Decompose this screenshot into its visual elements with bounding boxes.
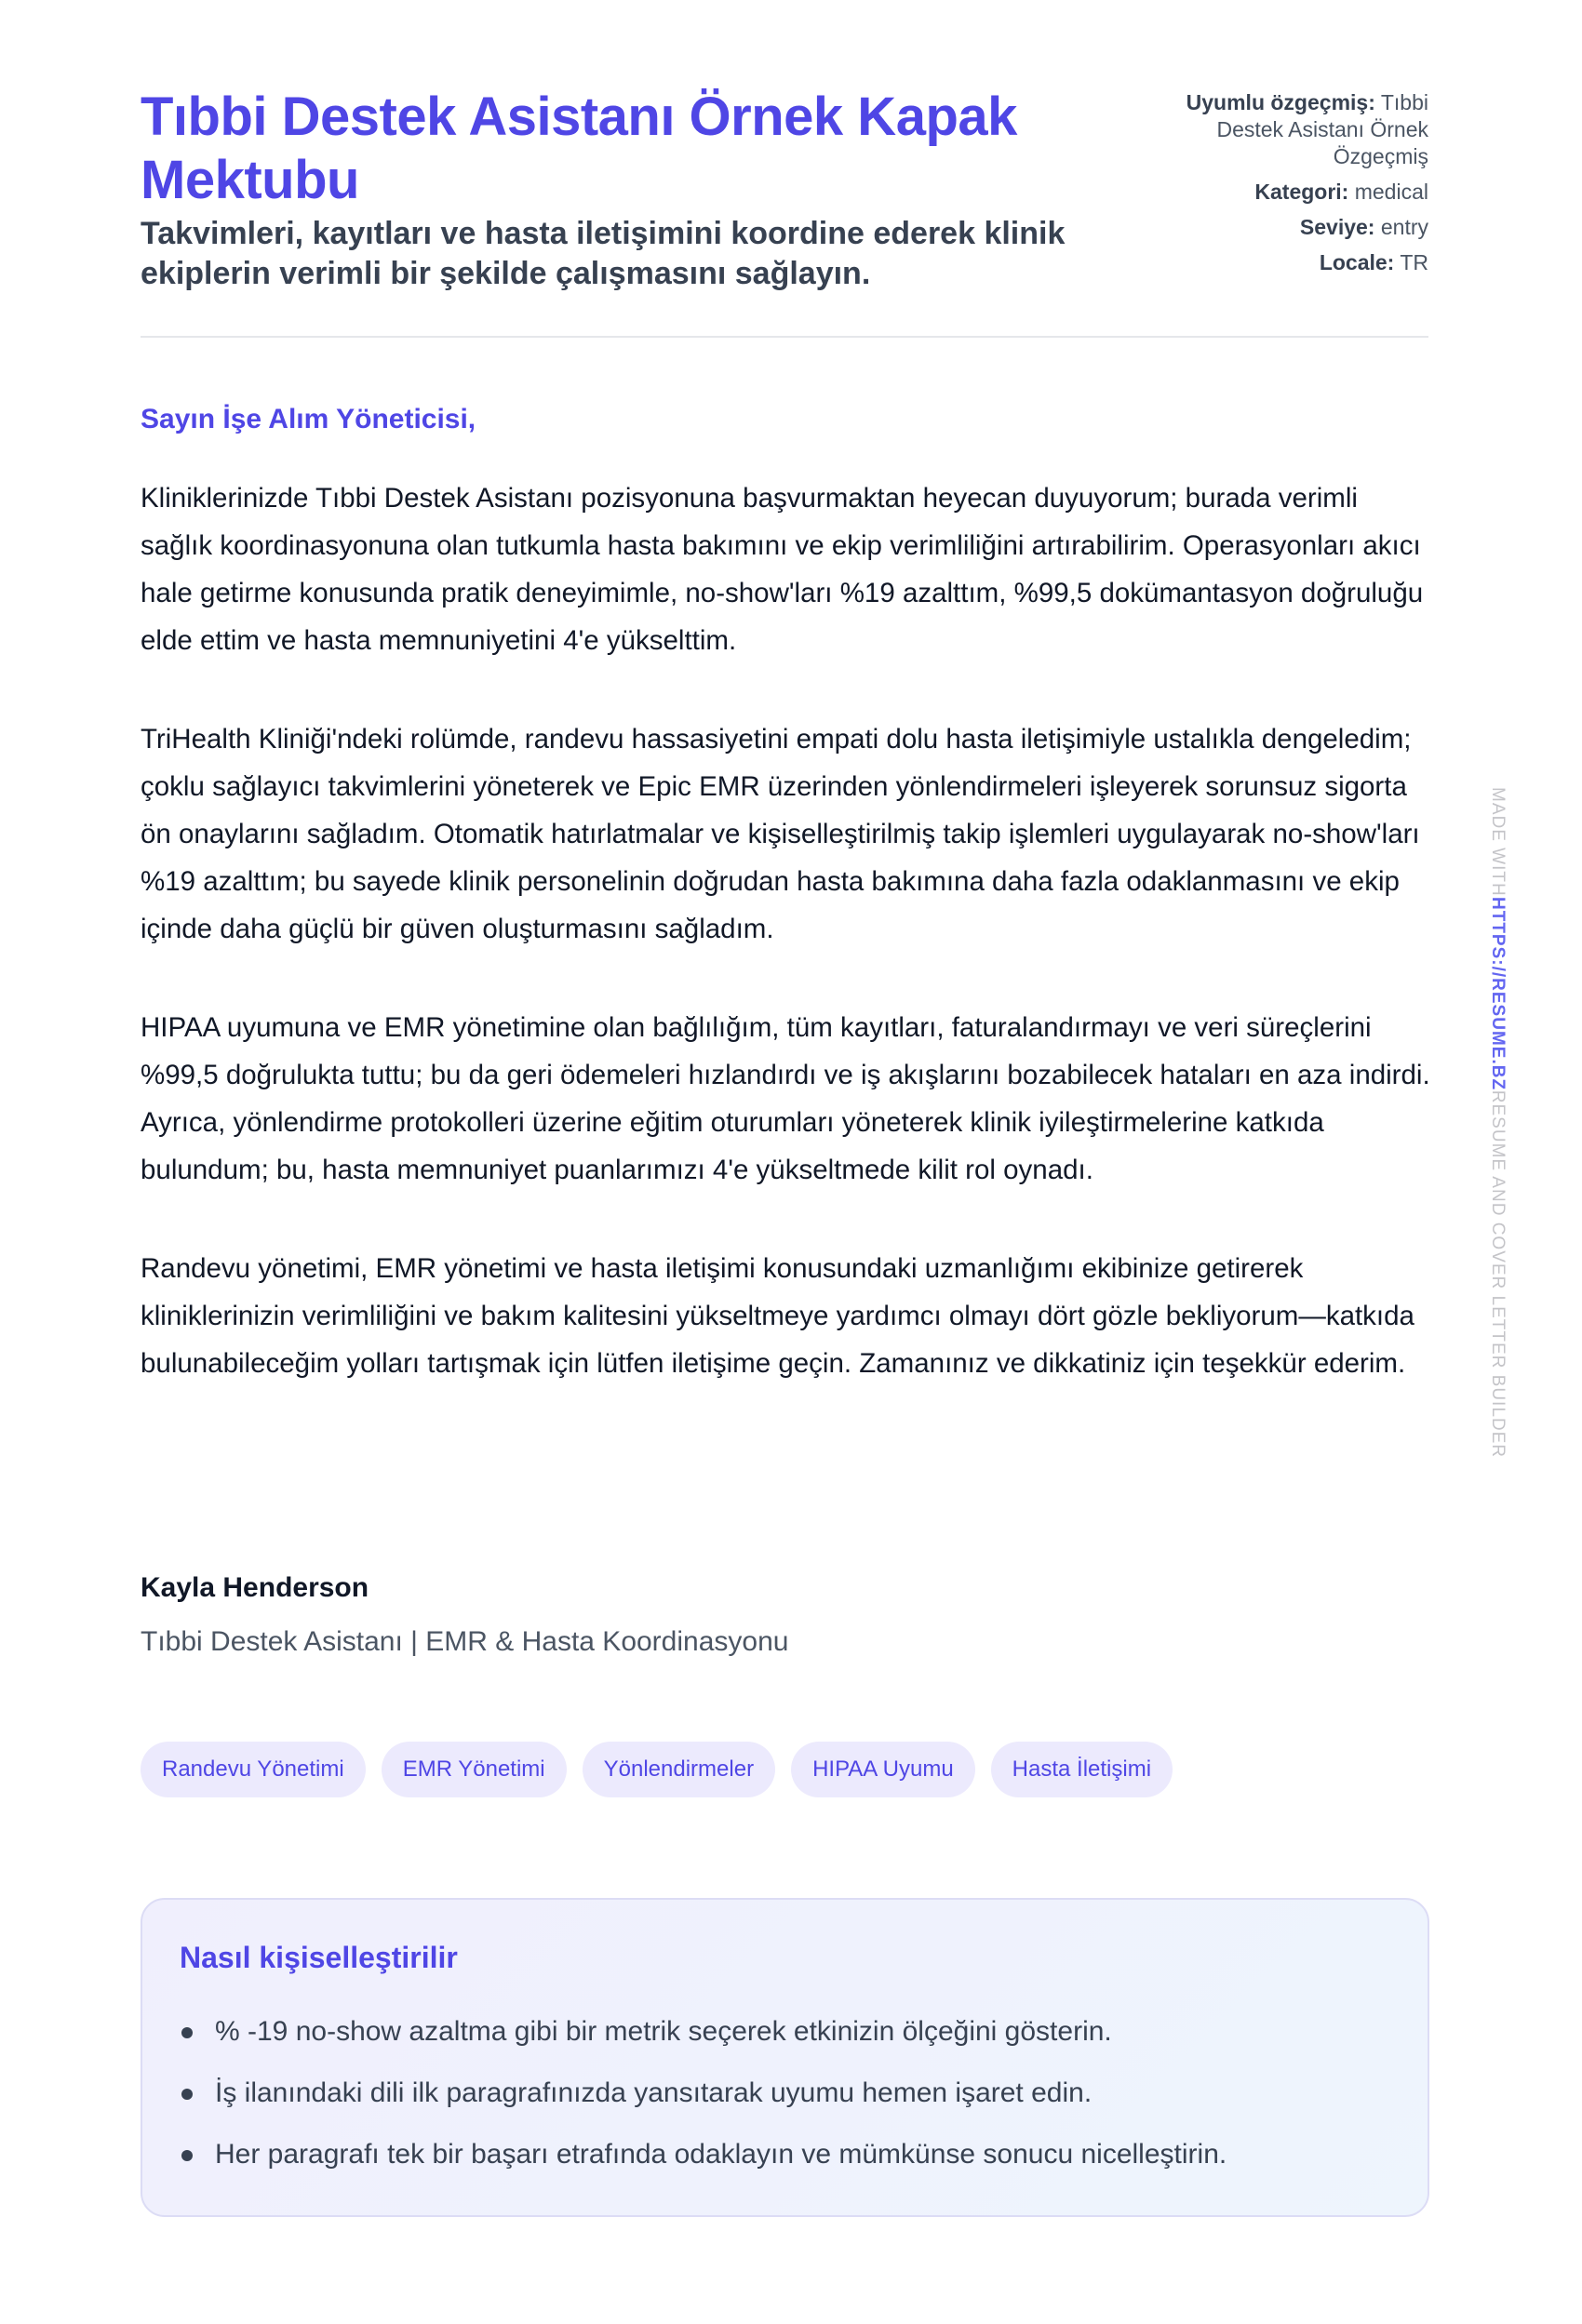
meta-panel	[1149, 89, 1428, 285]
tip-item	[180, 2013, 1227, 2075]
bullet-icon	[181, 2089, 193, 2100]
tip-item	[180, 2075, 1227, 2136]
tips-list	[180, 2013, 1227, 2197]
tip-text: Her paragrafı tek bir başarı etrafında odaklayın ve mümkünse sonucu nicelleştirin.	[215, 2139, 1227, 2170]
meta-category-value: medical	[1354, 180, 1428, 204]
skill-tag: Randevu Yönetimi	[141, 1742, 366, 1797]
meta-locale	[1149, 249, 1428, 276]
skill-tags	[141, 1742, 1173, 1797]
letter-body	[141, 474, 1434, 1438]
tip-text: İş ilanındaki dili ilk paragrafınızda yansıtarak uyumu hemen işaret edin.	[215, 2077, 1093, 2108]
skill-tag: Hasta İletişimi	[991, 1742, 1173, 1797]
salutation: Sayın İşe Alım Yöneticisi,	[141, 404, 476, 434]
watermark-prefix: MADE WITH	[1488, 787, 1508, 897]
bullet-icon	[181, 2027, 193, 2038]
skill-tag: Yönlendirmeler	[583, 1742, 775, 1797]
signature-role: Tıbbi Destek Asistanı | EMR & Hasta Koordinasyonu	[141, 1626, 789, 1657]
meta-level-label: Seviye:	[1299, 215, 1375, 239]
meta-resume-value: Tıbbi Destek Asistanı Örnek Özgeçmiş	[1216, 90, 1428, 168]
tips-title: Nasıl kişiselleştirilir	[180, 1941, 458, 1974]
tip-text: % -19 no-show azaltma gibi bir metrik seçerek etkinizin ölçeğini gösterin.	[215, 2016, 1112, 2047]
meta-resume-label: Uyumlu özgeçmiş:	[1186, 90, 1375, 114]
letter-paragraph: TriHealth Kliniği'ndeki rolümde, randevu hassasiyetini empati dolu hasta iletişimiyle ustalıkla dengeledim; çoklu sağlayıcı takvimlerini yöneterek ve Epic EMR üzerinden yönlendirmeleri işleyerek sorunsuz sigorta ön onaylarını sağladım. Otomatik hatırlatmalar ve kişiselleştirilmiş takip işlemleri uygulayarak no-show'ları %19 azalttım; bu sayede klinik personelinin doğrudan hasta bakımına daha fazla odaklanmasını ve ekip içinde daha güçlü bir güven oluşturmasını sağladım.	[141, 724, 1420, 944]
meta-locale-value: TR	[1400, 250, 1428, 274]
meta-level	[1149, 214, 1428, 241]
watermark	[1487, 787, 1508, 1458]
watermark-link[interactable]: HTTPS://RESUME.BZ	[1488, 896, 1508, 1090]
letter-paragraph: Randevu yönetimi, EMR yönetimi ve hasta iletişimi konusundaki uzmanlığımı ekibinize getirerek kliniklerinizin verimliliğini ve bakım kalitesini yükseltmeye yardımcı olmayı dört gözle bekliyorum—katkıda bulunabileceğim yolları tartışmak için lütfen iletişime geçin. Zamanınız ve dikkatiniz için teşekkür ederim.	[141, 1253, 1414, 1379]
skill-tag: HIPAA Uyumu	[791, 1742, 975, 1797]
page-subtitle: Takvimleri, kayıtları ve hasta iletişimini koordine ederek klinik ekiplerin verimli bir şekilde çalışmasını sağlayın.	[141, 216, 1066, 291]
tips-box	[141, 1898, 1429, 2217]
letter-paragraph: Kliniklerinizde Tıbbi Destek Asistanı pozisyonuna başvurmaktan heyecan duyuyorum; burada verimli sağlık koordinasyonuna olan tutkumla hasta bakımını ve ekip verimliliğini artırabilirim. Operasyonları akıcı hale getirme konusunda pratik deneyimimle, no-show'ları %19 azalttım, %99,5 dokümantasyon doğruluğu elde ettim ve hasta memnuniyetini 4'e yükselttim.	[141, 483, 1424, 656]
skill-tag: EMR Yönetimi	[382, 1742, 567, 1797]
watermark-suffix: RESUME AND COVER LETTER BUILDER	[1488, 1089, 1508, 1459]
bullet-icon	[181, 2150, 193, 2161]
meta-resume	[1149, 89, 1428, 170]
meta-level-value: entry	[1380, 215, 1428, 239]
meta-category	[1149, 179, 1428, 206]
meta-locale-label: Locale:	[1319, 250, 1395, 274]
tip-item	[180, 2136, 1227, 2197]
letter-paragraph: HIPAA uyumuna ve EMR yönetimine olan bağlılığım, tüm kayıtları, faturalandırmayı ve veri süreçlerini %99,5 doğrulukta tuttu; bu da geri ödemeleri hızlandırdı ve iş akışlarını bozabilecek hataları en aza indirdi. Ayrıca, yönlendirme protokolleri üzerine eğitim oturumları yöneterek klinik iyileştirmelerine katkıda bulundum; bu, hasta memnuniyet puanlarımızı 4'e yükseltmede kilit rol oynadı.	[141, 1012, 1430, 1185]
page-title: Tıbbi Destek Asistanı Örnek Kapak Mektubu	[141, 87, 1017, 210]
meta-category-label: Kategori:	[1254, 180, 1349, 204]
header-divider	[141, 336, 1428, 338]
signature-name: Kayla Henderson	[141, 1572, 369, 1603]
